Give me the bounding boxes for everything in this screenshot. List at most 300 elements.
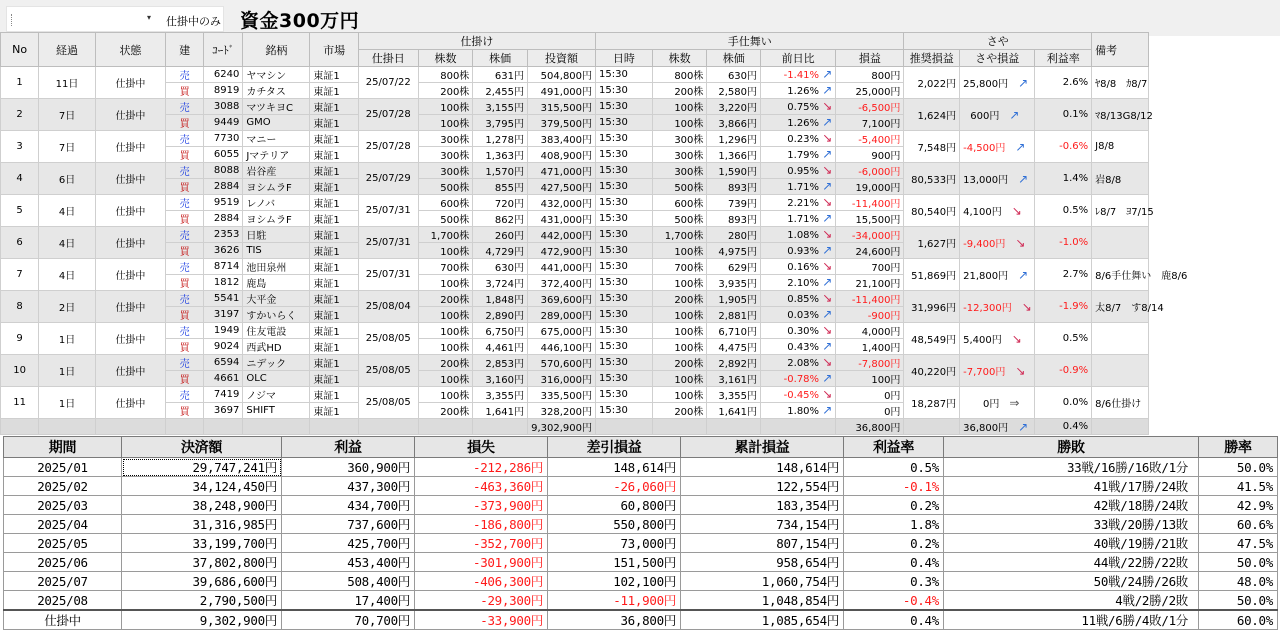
row-exit-time[interactable]: 15:30 (596, 371, 653, 387)
summary-settle[interactable]: 39,686,600円 (122, 572, 282, 591)
summary-winrate[interactable]: 47.5% (1199, 534, 1278, 553)
row-prev-ratio[interactable] (761, 259, 836, 275)
row-entry-price[interactable]: 3,795円 (473, 115, 528, 131)
row-side[interactable]: 買 (166, 83, 204, 99)
summary-row[interactable] (4, 534, 1278, 553)
row-exit-time[interactable]: 15:30 (596, 243, 653, 259)
position-row[interactable] (1, 387, 1280, 403)
row-no[interactable]: 3 (1, 131, 39, 163)
summary-settle[interactable]: 29,747,241円 (122, 458, 282, 477)
row-exit-price[interactable]: 893円 (707, 179, 761, 195)
row-entry-qty[interactable]: 100株 (418, 99, 473, 115)
row-rec-pnl[interactable]: 2,022円 (904, 67, 960, 99)
row-spread-pnl[interactable] (960, 195, 1035, 227)
row-entry-price[interactable]: 1,641円 (473, 403, 528, 419)
row-code[interactable]: 4661 (204, 371, 243, 387)
row-exit-time[interactable]: 15:30 (596, 83, 653, 99)
row-note[interactable] (1092, 355, 1149, 387)
summary-loss[interactable]: -301,900円 (415, 553, 548, 572)
row-exit-time[interactable]: 15:30 (596, 259, 653, 275)
summary-cum[interactable]: 958,654円 (681, 553, 844, 572)
row-pnl[interactable]: -900円 (836, 307, 904, 323)
row-entry-date[interactable]: 25/07/31 (358, 195, 418, 227)
summary-record[interactable]: 42戦/18勝/24敗 (944, 496, 1199, 515)
row-rec-pnl[interactable]: 7,548円 (904, 131, 960, 163)
row-note[interactable]: 太8/7 す8/14 (1092, 291, 1149, 323)
col-rec-pnl[interactable]: 推奨損益 (904, 50, 960, 67)
row-market[interactable]: 東証1 (310, 371, 358, 387)
row-no[interactable]: 9 (1, 323, 39, 355)
row-invest[interactable]: 383,400円 (527, 131, 595, 147)
row-status[interactable]: 仕掛中 (95, 291, 165, 323)
col-code[interactable]: ｺｰﾄﾞ (204, 33, 243, 67)
row-invest[interactable]: 289,000円 (527, 307, 595, 323)
row-side[interactable]: 買 (166, 115, 204, 131)
summary-net[interactable]: 550,800円 (548, 515, 681, 534)
summary-profit[interactable]: 434,700円 (282, 496, 415, 515)
col-profit-rate[interactable]: 利益率 (1035, 50, 1092, 67)
row-entry-qty[interactable]: 600株 (418, 195, 473, 211)
row-side[interactable]: 売 (166, 259, 204, 275)
summary-rate[interactable]: 0.4% (844, 610, 944, 630)
row-invest[interactable]: 432,000円 (527, 195, 595, 211)
row-pnl[interactable]: -11,400円 (836, 291, 904, 307)
row-elapsed[interactable]: 11日 (39, 67, 96, 99)
row-exit-price[interactable]: 3,161円 (707, 371, 761, 387)
row-market[interactable]: 東証1 (310, 387, 358, 403)
row-entry-price[interactable]: 2,890円 (473, 307, 528, 323)
row-entry-price[interactable]: 1,848円 (473, 291, 528, 307)
row-market[interactable]: 東証1 (310, 67, 358, 83)
summary-winrate[interactable]: 42.9% (1199, 496, 1278, 515)
summary-settle[interactable]: 38,248,900円 (122, 496, 282, 515)
row-name[interactable]: GMO (243, 115, 310, 131)
summary-loss[interactable]: -29,300円 (415, 591, 548, 611)
summary-settle[interactable]: 9,302,900円 (122, 610, 282, 630)
row-exit-price[interactable]: 280円 (707, 227, 761, 243)
row-exit-qty[interactable]: 100株 (652, 275, 707, 291)
summary-row[interactable] (4, 553, 1278, 572)
row-pnl[interactable]: 0円 (836, 387, 904, 403)
row-exit-time[interactable]: 15:30 (596, 403, 653, 419)
row-no[interactable]: 11 (1, 387, 39, 419)
row-exit-qty[interactable]: 800株 (652, 67, 707, 83)
row-entry-qty[interactable]: 500株 (418, 211, 473, 227)
row-exit-time[interactable]: 15:30 (596, 179, 653, 195)
row-exit-qty[interactable]: 200株 (652, 83, 707, 99)
row-pnl[interactable]: -11,400円 (836, 195, 904, 211)
row-exit-time[interactable]: 15:30 (596, 195, 653, 211)
row-entry-date[interactable]: 25/08/05 (358, 387, 418, 419)
row-entry-price[interactable]: 855円 (473, 179, 528, 195)
row-exit-qty[interactable]: 300株 (652, 163, 707, 179)
row-entry-price[interactable]: 1,278円 (473, 131, 528, 147)
row-no[interactable]: 7 (1, 259, 39, 291)
row-name[interactable]: 岩谷産 (243, 163, 310, 179)
row-code[interactable]: 2884 (204, 211, 243, 227)
summary-rate[interactable]: -0.1% (844, 477, 944, 496)
row-exit-time[interactable]: 15:30 (596, 323, 653, 339)
summary-period[interactable]: 2025/01 (4, 458, 122, 477)
row-side[interactable]: 売 (166, 131, 204, 147)
row-market[interactable]: 東証1 (310, 211, 358, 227)
col-entry-qty[interactable]: 株数 (418, 50, 473, 67)
summary-cum[interactable]: 148,614円 (681, 458, 844, 477)
summary-profit[interactable]: 360,900円 (282, 458, 415, 477)
row-exit-price[interactable]: 630円 (707, 67, 761, 83)
row-no[interactable]: 8 (1, 291, 39, 323)
summary-net[interactable]: 36,800円 (548, 610, 681, 630)
summary-row[interactable] (4, 591, 1278, 611)
row-entry-qty[interactable]: 100株 (418, 323, 473, 339)
summary-settle[interactable]: 2,790,500円 (122, 591, 282, 611)
col-elapsed[interactable]: 経過 (39, 33, 96, 67)
summary-settle[interactable]: 33,199,700円 (122, 534, 282, 553)
row-prev-ratio[interactable] (761, 131, 836, 147)
row-no[interactable]: 5 (1, 195, 39, 227)
row-spread-pnl[interactable] (960, 99, 1035, 131)
summary-net[interactable]: 148,614円 (548, 458, 681, 477)
row-rec-pnl[interactable]: 18,287円 (904, 387, 960, 419)
row-spread-pnl[interactable] (960, 291, 1035, 323)
row-exit-time[interactable]: 15:30 (596, 115, 653, 131)
row-prev-ratio[interactable] (761, 355, 836, 371)
row-profit-rate[interactable]: 0.0% (1035, 387, 1092, 419)
summary-winrate[interactable]: 60.6% (1199, 515, 1278, 534)
row-code[interactable]: 2353 (204, 227, 243, 243)
row-exit-qty[interactable]: 100株 (652, 371, 707, 387)
row-market[interactable]: 東証1 (310, 259, 358, 275)
summary-row[interactable] (4, 496, 1278, 515)
row-rec-pnl[interactable]: 80,540円 (904, 195, 960, 227)
summary-net[interactable]: -11,900円 (548, 591, 681, 611)
row-pnl[interactable]: 0円 (836, 403, 904, 419)
summary-period[interactable]: 仕掛中 (4, 610, 122, 630)
row-spread-pnl[interactable] (960, 163, 1035, 195)
row-status[interactable]: 仕掛中 (95, 259, 165, 291)
row-exit-qty[interactable]: 100株 (652, 243, 707, 259)
row-profit-rate[interactable]: -1.9% (1035, 291, 1092, 323)
row-exit-qty[interactable]: 1,700株 (652, 227, 707, 243)
row-entry-price[interactable]: 3,160円 (473, 371, 528, 387)
row-invest[interactable]: 675,000円 (527, 323, 595, 339)
row-exit-time[interactable]: 15:30 (596, 131, 653, 147)
summary-row[interactable] (4, 458, 1278, 477)
row-note[interactable]: 8/6仕掛け (1092, 387, 1149, 419)
summary-settle[interactable]: 31,316,985円 (122, 515, 282, 534)
row-invest[interactable]: 372,400円 (527, 275, 595, 291)
row-rec-pnl[interactable]: 80,533円 (904, 163, 960, 195)
row-entry-qty[interactable]: 200株 (418, 83, 473, 99)
row-market[interactable]: 東証1 (310, 227, 358, 243)
row-invest[interactable]: 471,000円 (527, 163, 595, 179)
summary-period[interactable]: 2025/08 (4, 591, 122, 611)
row-exit-qty[interactable]: 100株 (652, 99, 707, 115)
row-entry-price[interactable]: 630円 (473, 259, 528, 275)
summary-cum[interactable]: 122,554円 (681, 477, 844, 496)
row-code[interactable]: 3197 (204, 307, 243, 323)
row-spread-pnl[interactable] (960, 355, 1035, 387)
summary-winrate[interactable]: 50.0% (1199, 553, 1278, 572)
summary-cum[interactable]: 807,154円 (681, 534, 844, 553)
row-entry-price[interactable]: 1,570円 (473, 163, 528, 179)
col-side[interactable]: 建 (166, 33, 204, 67)
row-exit-price[interactable]: 2,892円 (707, 355, 761, 371)
row-exit-price[interactable]: 739円 (707, 195, 761, 211)
row-prev-ratio[interactable] (761, 323, 836, 339)
col-pnl[interactable]: 損益 (836, 50, 904, 67)
summary-loss[interactable]: -373,900円 (415, 496, 548, 515)
row-status[interactable]: 仕掛中 (95, 67, 165, 99)
row-pnl[interactable]: 21,100円 (836, 275, 904, 291)
row-prev-ratio[interactable] (761, 387, 836, 403)
summary-profit[interactable]: 425,700円 (282, 534, 415, 553)
col-market[interactable]: 市場 (310, 33, 358, 67)
row-status[interactable]: 仕掛中 (95, 195, 165, 227)
row-code[interactable]: 3088 (204, 99, 243, 115)
row-entry-qty[interactable]: 300株 (418, 131, 473, 147)
summary-winrate[interactable]: 50.0% (1199, 458, 1278, 477)
row-profit-rate[interactable]: -0.6% (1035, 131, 1092, 163)
row-side[interactable]: 買 (166, 275, 204, 291)
summary-profit[interactable]: 737,600円 (282, 515, 415, 534)
col-invest[interactable]: 投資額 (527, 50, 595, 67)
summary-record[interactable]: 41戦/17勝/24敗 (944, 477, 1199, 496)
row-entry-qty[interactable]: 500株 (418, 179, 473, 195)
summary-net[interactable]: 60,800円 (548, 496, 681, 515)
row-invest[interactable]: 379,500円 (527, 115, 595, 131)
summary-loss[interactable]: -406,300円 (415, 572, 548, 591)
row-code[interactable]: 8714 (204, 259, 243, 275)
row-exit-price[interactable]: 893円 (707, 211, 761, 227)
summary-settle[interactable]: 34,124,450円 (122, 477, 282, 496)
row-elapsed[interactable]: 1日 (39, 355, 96, 387)
row-prev-ratio[interactable] (761, 83, 836, 99)
row-status[interactable]: 仕掛中 (95, 355, 165, 387)
row-name[interactable]: 日駐 (243, 227, 310, 243)
row-code[interactable]: 8088 (204, 163, 243, 179)
summary-profit[interactable]: 453,400円 (282, 553, 415, 572)
row-profit-rate[interactable]: 1.4% (1035, 163, 1092, 195)
row-profit-rate[interactable]: 0.1% (1035, 99, 1092, 131)
position-row[interactable] (1, 99, 1280, 115)
row-elapsed[interactable]: 4日 (39, 195, 96, 227)
summary-cum[interactable]: 734,154円 (681, 515, 844, 534)
row-entry-date[interactable]: 25/07/22 (358, 67, 418, 99)
summary-rate[interactable]: 0.3% (844, 572, 944, 591)
col-note[interactable]: 備考 (1092, 33, 1149, 67)
row-spread-pnl[interactable] (960, 67, 1035, 99)
row-name[interactable]: ヤマシン (243, 67, 310, 83)
row-exit-price[interactable]: 2,580円 (707, 83, 761, 99)
row-side[interactable]: 売 (166, 227, 204, 243)
row-no[interactable]: 4 (1, 163, 39, 195)
row-code[interactable]: 2884 (204, 179, 243, 195)
col-exit-qty[interactable]: 株数 (652, 50, 707, 67)
row-side[interactable]: 売 (166, 195, 204, 211)
summary-rate[interactable]: 0.4% (844, 553, 944, 572)
summary-row[interactable] (4, 477, 1278, 496)
row-invest[interactable]: 335,500円 (527, 387, 595, 403)
row-entry-qty[interactable]: 100株 (418, 307, 473, 323)
row-code[interactable]: 3626 (204, 243, 243, 259)
summary-profit[interactable]: 17,400円 (282, 591, 415, 611)
row-side[interactable]: 買 (166, 339, 204, 355)
row-note[interactable] (1092, 323, 1149, 355)
row-exit-price[interactable]: 1,296円 (707, 131, 761, 147)
row-exit-price[interactable]: 1,366円 (707, 147, 761, 163)
row-prev-ratio[interactable] (761, 275, 836, 291)
row-market[interactable]: 東証1 (310, 275, 358, 291)
row-code[interactable]: 9024 (204, 339, 243, 355)
row-market[interactable]: 東証1 (310, 163, 358, 179)
row-entry-price[interactable]: 260円 (473, 227, 528, 243)
row-side[interactable]: 買 (166, 243, 204, 259)
row-prev-ratio[interactable] (761, 67, 836, 83)
row-profit-rate[interactable]: 0.5% (1035, 195, 1092, 227)
row-exit-time[interactable]: 15:30 (596, 339, 653, 355)
chevron-down-icon[interactable]: ▾ (147, 13, 152, 22)
row-entry-price[interactable]: 631円 (473, 67, 528, 83)
row-exit-price[interactable]: 2,881円 (707, 307, 761, 323)
row-note[interactable]: 8/6手仕舞い 鹿8/6 (1092, 259, 1149, 291)
row-profit-rate[interactable]: 2.7% (1035, 259, 1092, 291)
summary-cum[interactable]: 1,048,854円 (681, 591, 844, 611)
col-no[interactable]: No (1, 33, 39, 67)
row-status[interactable]: 仕掛中 (95, 323, 165, 355)
row-exit-qty[interactable]: 100株 (652, 307, 707, 323)
row-side[interactable]: 売 (166, 67, 204, 83)
row-pnl[interactable]: -6,500円 (836, 99, 904, 115)
row-pnl[interactable]: 700円 (836, 259, 904, 275)
row-elapsed[interactable]: 6日 (39, 163, 96, 195)
row-name[interactable]: レノバ (243, 195, 310, 211)
row-entry-price[interactable]: 3,355円 (473, 387, 528, 403)
row-side[interactable]: 買 (166, 147, 204, 163)
position-row[interactable] (1, 227, 1280, 243)
row-market[interactable]: 東証1 (310, 195, 358, 211)
row-entry-price[interactable]: 2,455円 (473, 83, 528, 99)
row-pnl[interactable]: 900円 (836, 147, 904, 163)
row-pnl[interactable]: 4,000円 (836, 323, 904, 339)
row-prev-ratio[interactable] (761, 147, 836, 163)
row-no[interactable]: 2 (1, 99, 39, 131)
row-market[interactable]: 東証1 (310, 179, 358, 195)
row-side[interactable]: 売 (166, 323, 204, 339)
row-name[interactable]: 住友電設 (243, 323, 310, 339)
row-pnl[interactable]: -6,000円 (836, 163, 904, 179)
row-invest[interactable]: 504,800円 (527, 67, 595, 83)
row-side[interactable]: 売 (166, 355, 204, 371)
summary-record[interactable]: 40戦/19勝/21敗 (944, 534, 1199, 553)
row-code[interactable]: 7730 (204, 131, 243, 147)
col-exit-price[interactable]: 株価 (707, 50, 761, 67)
row-entry-qty[interactable]: 100株 (418, 243, 473, 259)
row-spread-pnl[interactable] (960, 323, 1035, 355)
summary-rate[interactable]: 1.8% (844, 515, 944, 534)
row-exit-qty[interactable]: 100株 (652, 387, 707, 403)
row-invest[interactable]: 446,100円 (527, 339, 595, 355)
row-entry-date[interactable]: 25/08/05 (358, 355, 418, 387)
row-name[interactable]: カチタス (243, 83, 310, 99)
row-profit-rate[interactable]: -0.9% (1035, 355, 1092, 387)
row-code[interactable]: 9519 (204, 195, 243, 211)
row-pnl[interactable]: 1,400円 (836, 339, 904, 355)
row-rec-pnl[interactable]: 48,549円 (904, 323, 960, 355)
summary-profit[interactable]: 437,300円 (282, 477, 415, 496)
row-market[interactable]: 東証1 (310, 243, 358, 259)
row-exit-qty[interactable]: 500株 (652, 179, 707, 195)
row-entry-price[interactable]: 1,363円 (473, 147, 528, 163)
row-pnl[interactable]: 7,100円 (836, 115, 904, 131)
filter-dropdown[interactable] (6, 6, 224, 32)
row-exit-qty[interactable]: 100株 (652, 339, 707, 355)
row-elapsed[interactable]: 7日 (39, 131, 96, 163)
row-code[interactable]: 6055 (204, 147, 243, 163)
row-market[interactable]: 東証1 (310, 403, 358, 419)
row-code[interactable]: 6240 (204, 67, 243, 83)
row-name[interactable]: TIS (243, 243, 310, 259)
row-exit-price[interactable]: 6,710円 (707, 323, 761, 339)
row-exit-time[interactable]: 15:30 (596, 275, 653, 291)
row-exit-time[interactable]: 15:30 (596, 227, 653, 243)
summary-settle[interactable]: 37,802,800円 (122, 553, 282, 572)
row-note[interactable]: ﾚ8/7 ﾖ7/15 (1092, 195, 1149, 227)
row-name[interactable]: すかいらく (243, 307, 310, 323)
col-name[interactable]: 銘柄 (243, 33, 310, 67)
row-entry-qty[interactable]: 300株 (418, 163, 473, 179)
row-name[interactable]: ヨシムラF (243, 179, 310, 195)
col-entry-date[interactable]: 仕掛日 (358, 50, 418, 67)
row-pnl[interactable]: -7,800円 (836, 355, 904, 371)
row-entry-qty[interactable]: 200株 (418, 291, 473, 307)
row-exit-price[interactable]: 3,220円 (707, 99, 761, 115)
row-name[interactable]: 西武HD (243, 339, 310, 355)
position-row[interactable] (1, 163, 1280, 179)
row-invest[interactable]: 316,000円 (527, 371, 595, 387)
row-rec-pnl[interactable]: 51,869円 (904, 259, 960, 291)
row-exit-price[interactable]: 1,905円 (707, 291, 761, 307)
row-elapsed[interactable]: 1日 (39, 387, 96, 419)
row-profit-rate[interactable]: -1.0% (1035, 227, 1092, 259)
row-prev-ratio[interactable] (761, 227, 836, 243)
row-market[interactable]: 東証1 (310, 99, 358, 115)
row-rec-pnl[interactable]: 40,220円 (904, 355, 960, 387)
row-entry-date[interactable]: 25/08/05 (358, 323, 418, 355)
summary-record[interactable]: 11戦/6勝/4敗/1分 (944, 610, 1199, 630)
row-entry-qty[interactable]: 200株 (418, 355, 473, 371)
row-invest[interactable]: 570,600円 (527, 355, 595, 371)
row-pnl[interactable]: 25,000円 (836, 83, 904, 99)
row-entry-price[interactable]: 4,729円 (473, 243, 528, 259)
row-prev-ratio[interactable] (761, 339, 836, 355)
summary-net[interactable]: 73,000円 (548, 534, 681, 553)
summary-profit[interactable]: 70,700円 (282, 610, 415, 630)
row-exit-qty[interactable]: 300株 (652, 147, 707, 163)
summary-net[interactable]: 102,100円 (548, 572, 681, 591)
row-exit-time[interactable]: 15:30 (596, 387, 653, 403)
row-code[interactable]: 3697 (204, 403, 243, 419)
summary-net[interactable]: 151,500円 (548, 553, 681, 572)
summary-profit[interactable]: 508,400円 (282, 572, 415, 591)
col-status[interactable]: 状態 (95, 33, 165, 67)
row-exit-qty[interactable]: 500株 (652, 211, 707, 227)
row-prev-ratio[interactable] (761, 211, 836, 227)
row-entry-price[interactable]: 6,750円 (473, 323, 528, 339)
row-name[interactable]: ヨシムラF (243, 211, 310, 227)
row-entry-price[interactable]: 720円 (473, 195, 528, 211)
row-exit-time[interactable]: 15:30 (596, 163, 653, 179)
